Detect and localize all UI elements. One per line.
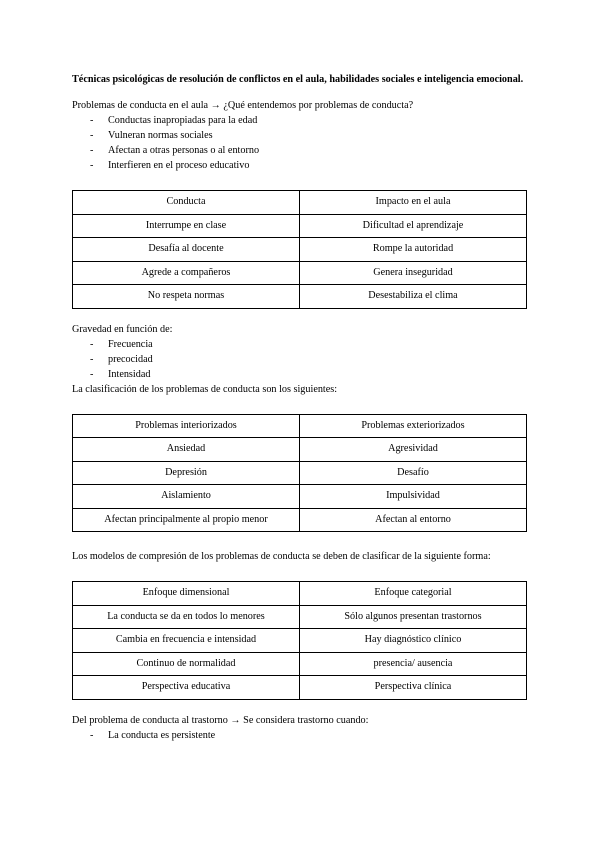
table-cell: Enfoque dimensional [73,582,300,606]
section4-intro: Del problema de conducta al trastorno → Se considera trastorno cuando: [72,714,369,726]
table-cell: Sólo algunos presentan trastornos [300,605,527,629]
list-item: - Frecuencia [72,337,527,352]
table-cell: Continuo de normalidad [73,652,300,676]
section3-intro: Los modelos de compresión de los problemas de conducta se deben de clasificar de la siguiente forma: [72,551,491,562]
models-table [72,581,527,700]
table-row [73,214,527,238]
table-cell: Afectan principalmente al propio menor [73,508,300,532]
section2-list [72,337,527,382]
table-cell: Genera inseguridad [300,261,527,285]
table-cell: Aislamiento [73,485,300,509]
section2-intro: Gravedad en función de: [72,323,173,335]
list-item: - Vulneran normas sociales [72,128,527,143]
section1-intro: Problemas de conducta en el aula → ¿Qué entendemos por problemas de conducta? [72,100,414,111]
table-row [73,261,527,285]
conduct-impact-table [72,190,527,309]
list-item: - Afectan a otras personas o al entorno [72,143,527,158]
table-row [73,191,527,215]
table-row [73,629,527,653]
table-row [73,676,527,700]
table-row [73,582,527,606]
table-cell: La conducta se da en todos lo menores [73,605,300,629]
classification-table [72,414,527,533]
table-cell: Desafía al docente [73,238,300,262]
document-page [72,72,527,743]
table-cell: presencia/ ausencia [300,652,527,676]
document-title: Técnicas psicológicas de resolución de conflictos en el aula, habilidades sociales e inteligencia emocional. [72,74,524,85]
table-cell: Depresión [73,461,300,485]
table-cell: Dificultad el aprendizaje [300,214,527,238]
table-cell: Ansiedad [73,438,300,462]
table-row [73,238,527,262]
list-item: - precocidad [72,352,527,367]
list-item: - Intensidad [72,367,527,382]
table-cell: Problemas interiorizados [73,414,300,438]
table-cell: Desestabiliza el clima [300,285,527,309]
table-row [73,652,527,676]
table-cell: Agresividad [300,438,527,462]
table-cell: Rompe la autoridad [300,238,527,262]
table-cell: Impacto en el aula [300,191,527,215]
table-cell: Problemas exteriorizados [300,414,527,438]
table-row [73,605,527,629]
table-cell: Conducta [73,191,300,215]
table-cell: Hay diagnóstico clínico [300,629,527,653]
table-cell: Impulsividad [300,485,527,509]
table-cell: Desafío [300,461,527,485]
section4-list [72,728,527,743]
table-cell: Perspectiva clínica [300,676,527,700]
table-row [73,438,527,462]
table-cell: Agrede a compañeros [73,261,300,285]
table-cell: No respeta normas [73,285,300,309]
table-cell: Afectan al entorno [300,508,527,532]
table-cell: Perspectiva educativa [73,676,300,700]
table-row [73,414,527,438]
table-row [73,461,527,485]
table-cell: Enfoque categorial [300,582,527,606]
table-row [73,285,527,309]
section2-after: La clasificación de los problemas de conducta son los siguientes: [72,383,338,395]
table-cell: Cambia en frecuencia e intensidad [73,629,300,653]
table-row [73,485,527,509]
list-item: - Interfieren en el proceso educativo [72,158,527,173]
list-item: - La conducta es persistente [72,728,527,743]
table-cell: Interrumpe en clase [73,214,300,238]
list-item: - Conductas inapropiadas para la edad [72,113,527,128]
table-row [73,508,527,532]
section1-list [72,113,527,173]
